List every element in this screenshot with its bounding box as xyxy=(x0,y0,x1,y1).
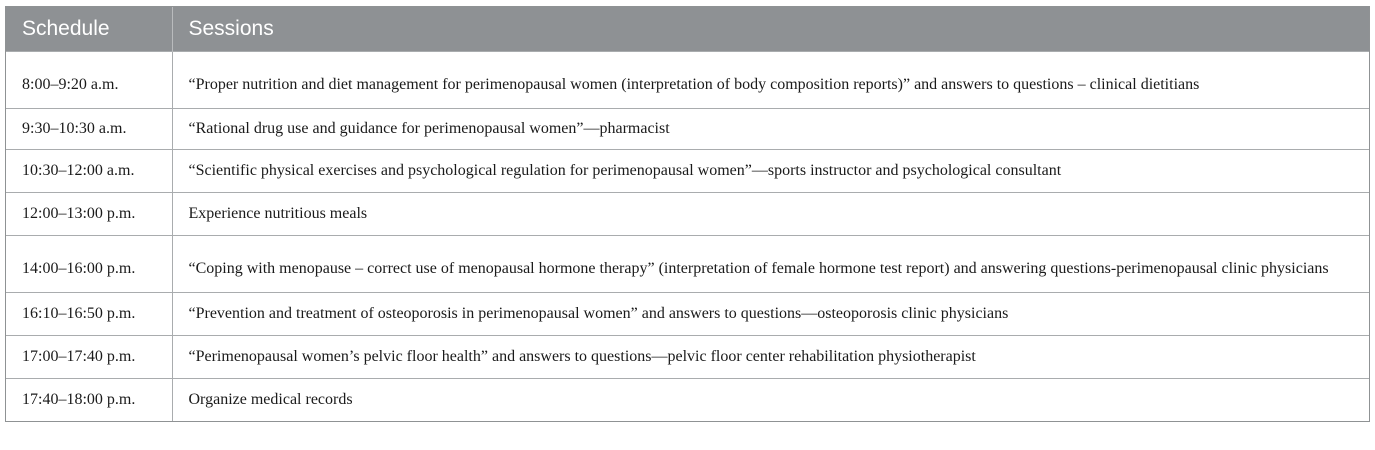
session-cell: “Rational drug use and guidance for perimenopausal women”—pharmacist xyxy=(172,109,1369,150)
session-cell: Organize medical records xyxy=(172,379,1369,422)
schedule-cell: 10:30–12:00 a.m. xyxy=(6,150,172,193)
table-row xyxy=(6,336,1369,379)
schedule-cell: 14:00–16:00 p.m. xyxy=(6,236,172,293)
schedule-cell: 9:30–10:30 a.m. xyxy=(6,109,172,150)
schedule-cell: 16:10–16:50 p.m. xyxy=(6,293,172,336)
schedule-cell: 17:00–17:40 p.m. xyxy=(6,336,172,379)
schedule-cell: 8:00–9:20 a.m. xyxy=(6,52,172,109)
schedule-table-container xyxy=(5,6,1370,422)
session-cell: “Scientific physical exercises and psychological regulation for perimenopausal women”—sports instructor and psychological consultant xyxy=(172,150,1369,193)
schedule-cell: 17:40–18:00 p.m. xyxy=(6,379,172,422)
table-row xyxy=(6,379,1369,422)
table-row xyxy=(6,236,1369,293)
column-header-schedule: Schedule xyxy=(6,7,172,52)
session-cell: Experience nutritious meals xyxy=(172,193,1369,236)
session-cell: “Perimenopausal women’s pelvic floor health” and answers to questions—pelvic floor center rehabilitation physiotherapist xyxy=(172,336,1369,379)
table-row xyxy=(6,52,1369,109)
table-row xyxy=(6,293,1369,336)
column-header-sessions: Sessions xyxy=(172,7,1369,52)
session-cell: “Proper nutrition and diet management for perimenopausal women (interpretation of body composition reports)” and answers to questions – clinical dietitians xyxy=(172,52,1369,109)
schedule-table xyxy=(6,7,1369,421)
schedule-cell: 12:00–13:00 p.m. xyxy=(6,193,172,236)
table-row xyxy=(6,109,1369,150)
table-row xyxy=(6,193,1369,236)
session-cell: “Prevention and treatment of osteoporosis in perimenopausal women” and answers to questions—osteoporosis clinic physicians xyxy=(172,293,1369,336)
table-header-row xyxy=(6,7,1369,52)
session-cell: “Coping with menopause – correct use of menopausal hormone therapy” (interpretation of female hormone test report) and answering questions-perimenopausal clinic physicians xyxy=(172,236,1369,293)
table-row xyxy=(6,150,1369,193)
